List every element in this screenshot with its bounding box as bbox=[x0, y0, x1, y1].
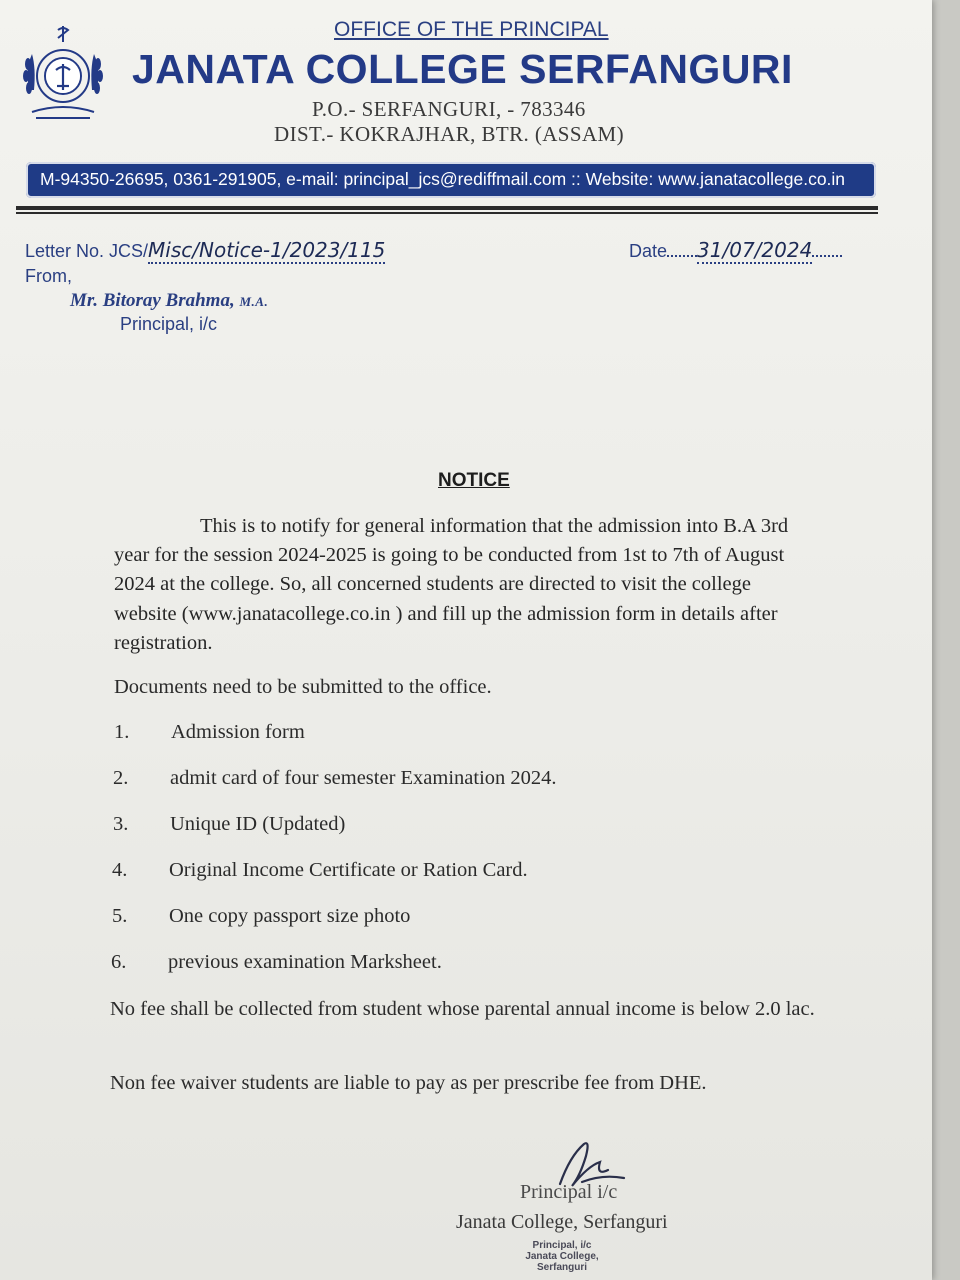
letter-number bbox=[25, 238, 385, 264]
from-label: From, bbox=[25, 266, 72, 286]
list-item-text: previous examination Marksheet. bbox=[168, 951, 442, 973]
notice-paragraph: This is to notify for general information that the admission into B.A 3rd year for the session 2024-2025 is going to be conducted from 1st to 7th of August 2024 at the college. So, all concerned students are directed to visit the college website (www.janatacollege.co.in ) and fill up the admission form in details after registration. bbox=[114, 515, 789, 654]
letter-date bbox=[629, 238, 842, 264]
address-line-2: DIST.- KOKRAJHAR, BTR. (ASSAM) bbox=[274, 122, 624, 146]
notice-title: NOTICE bbox=[438, 470, 510, 491]
list-item-number: 4. bbox=[112, 859, 128, 881]
list-item-text: One copy passport size photo bbox=[169, 905, 411, 927]
contact-bar bbox=[26, 162, 876, 198]
list-item-text: Original Income Certificate or Ration Card. bbox=[169, 859, 528, 881]
date-trailer bbox=[812, 255, 842, 257]
stamp-line: Janata College, bbox=[525, 1251, 599, 1262]
sender-designation: Principal, i/c bbox=[120, 314, 218, 334]
signature-title: Principal i/c bbox=[520, 1181, 618, 1203]
documents-heading: Documents need to be submitted to the office. bbox=[114, 676, 492, 698]
list-item-text: admit card of four semester Examination 2024. bbox=[170, 767, 557, 789]
list-item-text: Unique ID (Updated) bbox=[170, 813, 346, 835]
date-value: 31/07/2024 bbox=[697, 238, 813, 262]
list-item-number: 2. bbox=[113, 767, 129, 789]
college-name: JANATA COLLEGE SERFANGURI bbox=[132, 46, 793, 92]
list-item-number: 1. bbox=[114, 721, 130, 743]
stamp-line: Serfanguri bbox=[536, 1262, 587, 1273]
letter-number-value: Misc/Notice-1/2023/115 bbox=[148, 238, 386, 262]
list-item-number: 3. bbox=[113, 813, 129, 835]
stamp-line: Principal, i/c bbox=[532, 1240, 592, 1251]
college-emblem-icon bbox=[18, 20, 108, 124]
official-stamp bbox=[512, 1240, 612, 1273]
header-divider-thin bbox=[16, 212, 878, 214]
waiver-note: Non fee waiver students are liable to pay as per prescribe fee from DHE. bbox=[110, 1072, 707, 1094]
contact-text: M-94350-26695, 0361-291905, e-mail: principal_jcs@rediffmail.com :: Website: www.janatacollege.co.in bbox=[40, 169, 846, 189]
office-heading: OFFICE OF THE PRINCIPAL bbox=[334, 18, 609, 41]
sender-name bbox=[70, 290, 268, 312]
sender-degree: M.A. bbox=[239, 294, 269, 309]
signature-college: Janata College, Serfanguri bbox=[456, 1211, 668, 1233]
address-line-1: P.O.- SERFANGURI, - 783346 bbox=[312, 97, 586, 121]
sender-name-text: Mr. Bitoray Brahma, bbox=[70, 290, 235, 311]
date-label: Date bbox=[629, 241, 668, 261]
list-item-number: 5. bbox=[112, 905, 128, 927]
list-item-number: 6. bbox=[111, 951, 127, 973]
list-item-text: Admission form bbox=[171, 721, 305, 743]
header-divider bbox=[16, 206, 878, 210]
letter-number-label: Letter No. JCS/ bbox=[25, 241, 149, 261]
date-leader bbox=[667, 255, 697, 257]
fee-note: No fee shall be collected from student whose parental annual income is below 2.0 lac. bbox=[110, 998, 815, 1020]
